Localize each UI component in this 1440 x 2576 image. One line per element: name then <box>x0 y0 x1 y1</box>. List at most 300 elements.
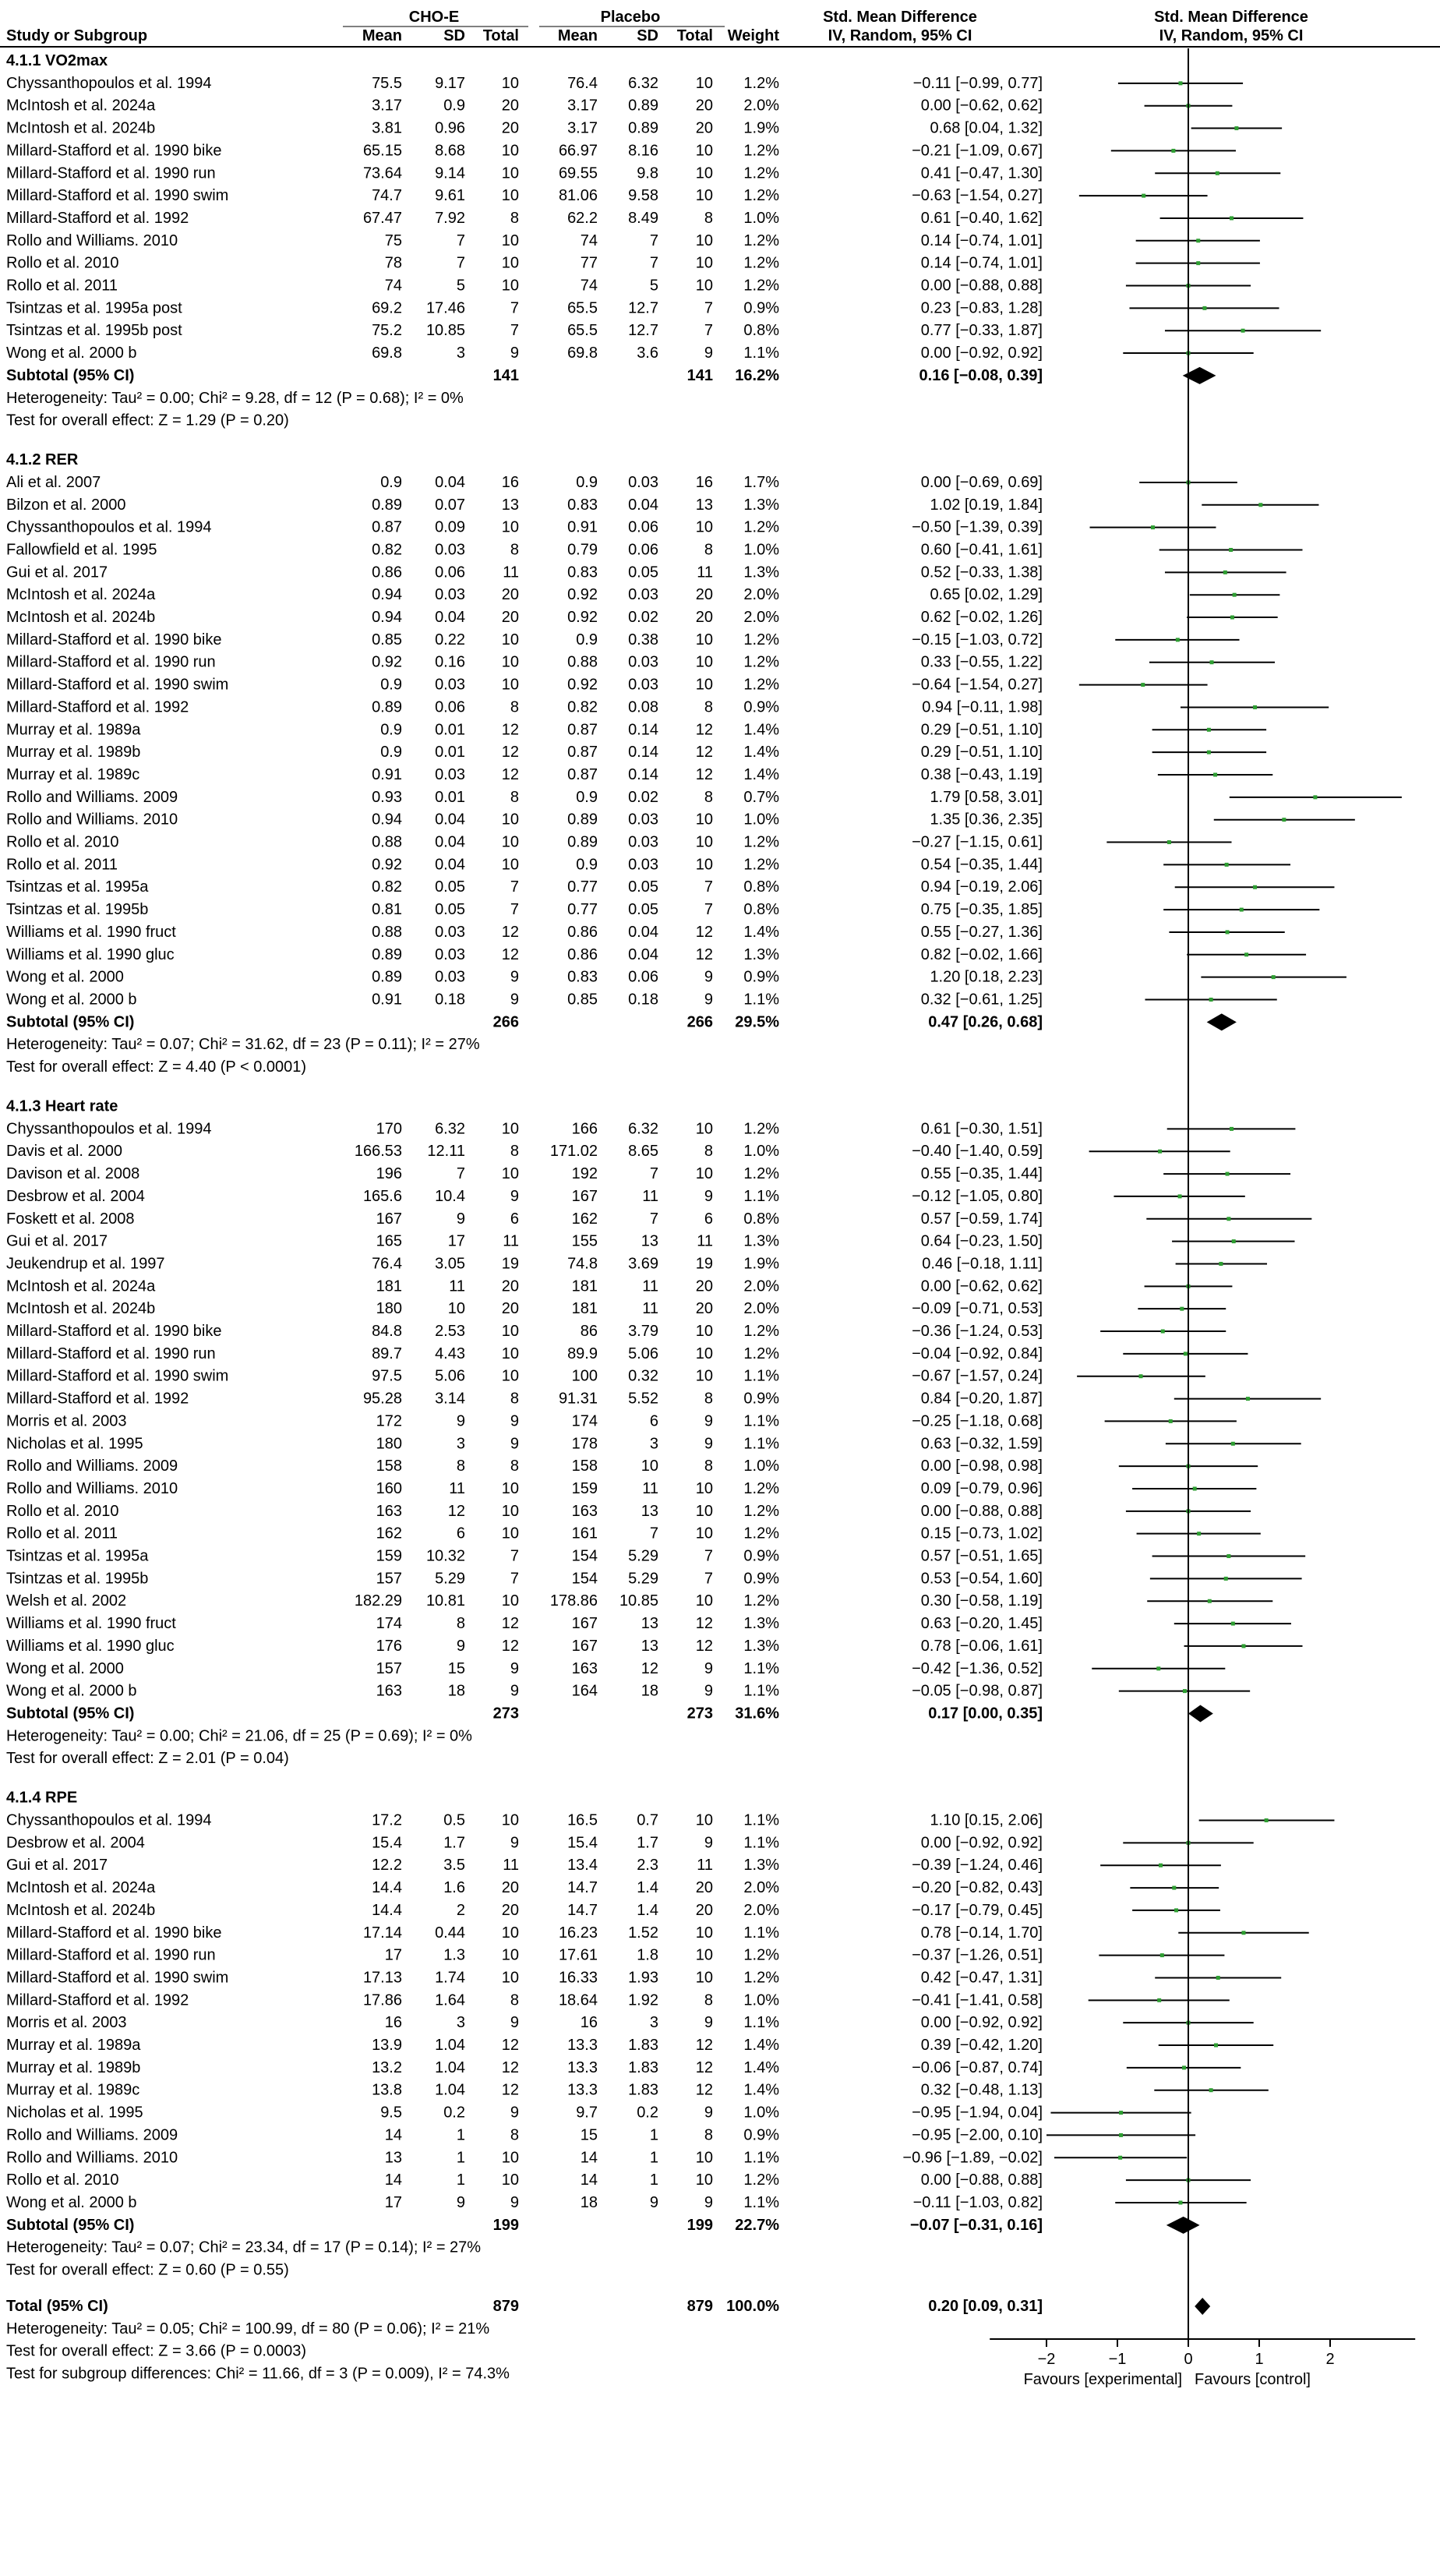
study-row <box>6 1435 1301 1452</box>
weight-value: 1.2% <box>743 856 779 874</box>
weight-value: 1.7% <box>743 473 779 491</box>
ci-value: 0.84 [−0.20, 1.87] <box>920 1390 1043 1408</box>
overall-effect-text: Test for overall effect: Z = 0.60 (P = 0.55) <box>6 2261 289 2279</box>
point-estimate <box>1178 2200 1182 2204</box>
total1-value: 9 <box>510 991 519 1009</box>
total1-value: 8 <box>510 1458 519 1475</box>
weight-value: 1.2% <box>743 2171 779 2189</box>
subtotal-label: Subtotal (95% CI) <box>6 2216 135 2234</box>
ci-value: 0.00 [−0.92, 0.92] <box>920 2014 1043 2032</box>
study-row <box>6 1368 1205 1385</box>
sd1-value: 0.04 <box>435 833 465 851</box>
study-name: Millard-Stafford et al. 1990 swim <box>6 1969 229 1987</box>
study-name: Rollo and Williams. 2010 <box>6 811 178 829</box>
total1-value: 8 <box>510 1390 519 1408</box>
weight-value: 2.0% <box>743 1879 779 1897</box>
mean2-value: 13.4 <box>567 1857 598 1875</box>
total2-value: 10 <box>695 1120 713 1138</box>
total2-value: 12 <box>695 945 713 963</box>
total2-value: 12 <box>695 2081 713 2099</box>
study-name: Millard-Stafford et al. 1992 <box>6 1390 189 1408</box>
ci-value: −0.09 [−0.71, 0.53] <box>912 1300 1043 1318</box>
ci-value: 0.39 [−0.42, 1.20] <box>920 2037 1043 2055</box>
sd2-value: 0.03 <box>628 653 658 671</box>
mean2-value: 167 <box>571 1615 598 1633</box>
mean2-value: 16.33 <box>558 1969 598 1987</box>
study-name: Rollo et al. 2010 <box>6 2171 119 2189</box>
point-estimate <box>1246 1397 1250 1401</box>
sd2-value: 5.29 <box>628 1570 658 1588</box>
total2-value: 20 <box>695 1901 713 1919</box>
ci-value: 0.78 [−0.14, 1.70] <box>920 1924 1043 1942</box>
sd2-value: 0.06 <box>628 518 658 536</box>
total2-value: 10 <box>695 631 713 648</box>
sd2-value: 11 <box>642 1479 658 1497</box>
total2-value: 9 <box>704 1435 713 1453</box>
ci-value: −0.50 [−1.39, 0.39] <box>912 518 1043 536</box>
study-row <box>6 1345 1248 1362</box>
study-row <box>6 1947 1224 1964</box>
point-estimate <box>1234 126 1238 130</box>
study-name: Millard-Stafford et al. 1992 <box>6 698 189 716</box>
mean1-value: 0.94 <box>372 586 402 604</box>
study-row <box>6 1210 1311 1228</box>
mean2-value: 17.61 <box>558 1946 598 1964</box>
weight-value: 1.4% <box>743 2081 779 2099</box>
mean2-value: 69.8 <box>567 345 598 362</box>
subtotal-ci: 0.47 [0.26, 0.68] <box>928 1013 1043 1031</box>
study-row <box>6 164 1280 182</box>
sd2-value: 1.52 <box>628 1924 658 1942</box>
mean1-value: 172 <box>376 1412 402 1430</box>
mean1-value: 0.89 <box>372 945 402 963</box>
total1-value: 10 <box>501 1479 519 1497</box>
plot-header-subtitle: IV, Random, 95% CI <box>1159 27 1304 44</box>
mean1-value: 14.4 <box>372 1901 402 1919</box>
point-estimate <box>1226 930 1230 934</box>
ci-value: 0.00 [−0.92, 0.92] <box>920 1834 1043 1852</box>
study-name: Tsintzas et al. 1995b <box>6 901 149 919</box>
total2-value: 7 <box>704 322 713 340</box>
total1-value: 10 <box>501 74 519 92</box>
point-estimate <box>1233 593 1237 597</box>
total1-value: 10 <box>501 1502 519 1520</box>
total1-value: 8 <box>510 1991 519 2009</box>
total2-value: 10 <box>695 2171 713 2189</box>
mean2-value: 0.79 <box>567 541 598 559</box>
mean1-value: 97.5 <box>372 1367 402 1385</box>
study-row <box>6 1458 1258 1475</box>
sd2-value: 0.02 <box>628 609 658 627</box>
mean1-value: 3.17 <box>372 97 402 115</box>
mean1-value: 17.86 <box>362 1991 402 2009</box>
ci-value: −0.17 [−0.79, 0.45] <box>912 1901 1043 1919</box>
total1-value: 10 <box>501 1345 519 1362</box>
study-name: Murray et al. 1989a <box>6 2037 141 2055</box>
sd1-value: 5.06 <box>435 1367 465 1385</box>
weight-value: 1.3% <box>743 1615 779 1633</box>
total2-value: 12 <box>695 765 713 783</box>
study-row <box>6 1300 1226 1317</box>
sd2-value: 0.08 <box>628 698 658 716</box>
subgroup-differences: Test for subgroup differences: Chi² = 11.66, df = 3 (P = 0.009), I² = 74.3% <box>6 2365 510 2383</box>
weight-value: 1.2% <box>743 1946 779 1964</box>
weight-value: 1.1% <box>743 1435 779 1453</box>
total2-value: 7 <box>704 878 713 896</box>
sd1-value: 10 <box>447 1300 465 1318</box>
sd1-value: 0.5 <box>443 1811 465 1829</box>
sd2-value: 7 <box>649 1525 658 1542</box>
total1-value: 10 <box>501 1120 519 1138</box>
total-label: Total (95% CI) <box>6 2298 108 2315</box>
mean1-value: 162 <box>376 1525 402 1542</box>
sd1-value: 7 <box>456 1165 465 1183</box>
ci-value: 0.63 [−0.20, 1.45] <box>920 1615 1043 1633</box>
ci-value: −0.95 [−2.00, 0.10] <box>912 2126 1043 2144</box>
mean1-value: 160 <box>376 1479 402 1497</box>
mean2-value: 0.91 <box>567 518 598 536</box>
sd2-value: 5.52 <box>628 1390 658 1408</box>
study-row <box>6 789 1402 806</box>
weight-value: 2.0% <box>743 586 779 604</box>
study-row <box>6 2171 1251 2189</box>
mean1-value: 0.89 <box>372 968 402 986</box>
ci-value: −0.12 [−1.05, 0.80] <box>912 1187 1043 1205</box>
ci-value: 0.00 [−0.92, 0.92] <box>920 345 1043 362</box>
point-estimate <box>1244 952 1248 956</box>
study-row <box>6 2014 1254 2031</box>
point-estimate <box>1226 1172 1230 1176</box>
study-row <box>6 946 1306 963</box>
total2-value: 7 <box>704 1570 713 1588</box>
total1-value: 12 <box>501 721 519 739</box>
mean2-value: 69.55 <box>558 164 598 182</box>
sd1-value: 15 <box>447 1659 465 1677</box>
sd2-value: 11 <box>642 1187 658 1205</box>
study-row <box>6 322 1321 339</box>
total2-value: 10 <box>695 1165 713 1183</box>
total1-value: 7 <box>510 299 519 317</box>
ci-value: 1.02 [0.19, 1.84] <box>930 496 1043 514</box>
total1-value: 7 <box>510 1547 519 1565</box>
study-row <box>6 721 1266 738</box>
subtotal-total1: 266 <box>492 1013 519 1031</box>
point-estimate <box>1230 616 1234 620</box>
weight-value: 1.2% <box>743 1120 779 1138</box>
mean2-value: 86 <box>580 1323 598 1341</box>
ci-value: 0.29 [−0.51, 1.10] <box>920 744 1043 761</box>
study-name: Wong et al. 2000 b <box>6 991 137 1009</box>
total1-value: 9 <box>510 2104 519 2122</box>
mean2-value: 0.77 <box>567 878 598 896</box>
total2-value: 9 <box>704 1187 713 1205</box>
mean2-value: 74.8 <box>567 1255 598 1273</box>
study-row <box>6 1638 1303 1655</box>
subtotal-label: Subtotal (95% CI) <box>6 1013 135 1031</box>
point-estimate <box>1253 705 1257 709</box>
weight-value: 1.3% <box>743 496 779 514</box>
sd2-value: 0.32 <box>628 1367 658 1385</box>
mean2-value: 0.86 <box>567 945 598 963</box>
weight-value: 1.0% <box>743 541 779 559</box>
point-estimate <box>1213 772 1217 776</box>
sd2-value: 0.14 <box>628 721 658 739</box>
mean1-value: 89.7 <box>372 1345 402 1362</box>
study-name: Welsh et al. 2002 <box>6 1592 127 1610</box>
ci-value: 0.38 [−0.43, 1.19] <box>920 765 1043 783</box>
total1-value: 10 <box>501 1924 519 1942</box>
mean1-value: 166.53 <box>354 1143 402 1161</box>
study-name: Rollo and Williams. 2009 <box>6 2126 178 2144</box>
point-estimate <box>1224 1577 1228 1581</box>
sd2-value: 7 <box>649 1210 658 1228</box>
total1-value: 8 <box>510 541 519 559</box>
sd1-value: 8 <box>456 1458 465 1475</box>
x-tick-label: −1 <box>1108 2351 1127 2368</box>
mean2-value: 174 <box>571 1412 598 1430</box>
study-row <box>6 210 1303 227</box>
total2-value: 10 <box>695 856 713 874</box>
total2-value: 20 <box>695 119 713 137</box>
total1-value: 7 <box>510 878 519 896</box>
sd2-value: 3.79 <box>628 1323 658 1341</box>
study-name: Rollo and Williams. 2009 <box>6 1458 178 1475</box>
table-header <box>0 9 1440 47</box>
sd1-value: 17.46 <box>425 299 465 317</box>
sd1-value: 1 <box>456 2126 465 2144</box>
total-ci: 0.20 [0.09, 0.31] <box>928 2298 1043 2315</box>
mean2-value: 0.86 <box>567 923 598 941</box>
study-name: Williams et al. 1990 gluc <box>6 945 175 963</box>
total2-value: 12 <box>695 744 713 761</box>
sd1-value: 0.03 <box>435 945 465 963</box>
study-name: Tsintzas et al. 1995a <box>6 1547 149 1565</box>
point-estimate <box>1313 795 1317 799</box>
weight-value: 1.0% <box>743 1991 779 2009</box>
mean1-value: 12.2 <box>372 1857 402 1875</box>
subtotal-ci: 0.16 [−0.08, 0.39] <box>919 366 1043 384</box>
overall-effect-text: Test for overall effect: Z = 2.01 (P = 0.04) <box>6 1750 289 1768</box>
total1-value: 10 <box>501 1323 519 1341</box>
total1-value: 9 <box>510 968 519 986</box>
sd1-value: 3.5 <box>443 1857 465 1875</box>
ci-value: 0.55 [−0.35, 1.44] <box>920 1165 1043 1183</box>
sd2-value: 0.03 <box>628 856 658 874</box>
ci-value: 0.14 [−0.74, 1.01] <box>920 231 1043 249</box>
total2-value: 8 <box>704 788 713 806</box>
study-name: McIntosh et al. 2024b <box>6 609 156 627</box>
sd1-value: 1.64 <box>435 1991 465 2009</box>
point-estimate <box>1119 2133 1123 2137</box>
total1-value: 20 <box>501 1277 519 1295</box>
mean1-value: 159 <box>376 1547 402 1565</box>
study-name: Williams et al. 1990 gluc <box>6 1637 175 1655</box>
sd2-value: 0.02 <box>628 788 658 806</box>
total1-value: 9 <box>510 2193 519 2211</box>
total2-value: 10 <box>695 1367 713 1385</box>
sd2-value: 7 <box>649 1165 658 1183</box>
total2-value: 8 <box>704 209 713 227</box>
subtotal-weight: 22.7% <box>735 2216 779 2234</box>
weight-value: 1.2% <box>743 1525 779 1542</box>
total1-value: 10 <box>501 142 519 160</box>
study-row <box>6 255 1260 272</box>
weight-value: 0.9% <box>743 2126 779 2144</box>
ci-value: 0.33 [−0.55, 1.22] <box>920 653 1043 671</box>
total2-value: 20 <box>695 1879 713 1897</box>
weight-value: 1.1% <box>743 1811 779 1829</box>
total2-value: 10 <box>695 74 713 92</box>
total2-value: 11 <box>697 1857 713 1875</box>
study-name: Desbrow et al. 2004 <box>6 1834 145 1852</box>
ci-value: 0.23 [−0.83, 1.28] <box>920 299 1043 317</box>
total1-value: 12 <box>501 765 519 783</box>
mean2-value: 62.2 <box>567 209 598 227</box>
point-estimate <box>1241 1931 1245 1935</box>
sd1-value: 0.09 <box>435 518 465 536</box>
study-name: Rollo et al. 2011 <box>6 856 118 874</box>
heterogeneity-text: Heterogeneity: Tau² = 0.07; Chi² = 23.34, df = 17 (P = 0.14); I² = 27% <box>6 2239 482 2256</box>
ci-value: −0.11 [−1.03, 0.82] <box>912 2193 1043 2211</box>
weight-value: 2.0% <box>743 1901 779 1919</box>
total2-value: 8 <box>704 1991 713 2009</box>
sd1-value: 1 <box>456 2171 465 2189</box>
subtotal-total1: 273 <box>492 1705 519 1723</box>
mean2-value: 14.7 <box>567 1901 598 1919</box>
sd1-value: 0.05 <box>435 878 465 896</box>
total1-value: 8 <box>510 788 519 806</box>
sd1-value: 9.17 <box>435 74 465 92</box>
point-estimate <box>1240 908 1244 912</box>
study-name: Williams et al. 1990 fruct <box>6 923 176 941</box>
weight-value: 0.9% <box>743 698 779 716</box>
ci-value: 0.61 [−0.40, 1.62] <box>920 209 1043 227</box>
study-row <box>6 1188 1245 1205</box>
total2-value: 16 <box>695 473 713 491</box>
sd1-value: 0.03 <box>435 676 465 694</box>
mean1-value: 0.92 <box>372 856 402 874</box>
point-estimate <box>1225 863 1229 867</box>
sd1-value: 1.3 <box>443 1946 465 1964</box>
study-name: Wong et al. 2000 b <box>6 345 137 362</box>
study-name: Chyssanthopoulos et al. 1994 <box>6 74 212 92</box>
point-estimate <box>1231 1622 1235 1626</box>
weight-value: 0.9% <box>743 1547 779 1565</box>
ci-value: 0.57 [−0.59, 1.74] <box>920 1210 1043 1228</box>
sd2-value: 1.7 <box>637 1834 658 1852</box>
point-estimate <box>1119 2111 1123 2115</box>
study-row <box>6 969 1346 986</box>
col-mean1: Mean <box>362 27 402 44</box>
study-row <box>6 1879 1219 1896</box>
mean1-value: 176 <box>376 1637 402 1655</box>
sd2-value: 1.93 <box>628 1969 658 1987</box>
mean2-value: 16.5 <box>567 1811 598 1829</box>
weight-value: 1.2% <box>743 518 779 536</box>
sd2-value: 1 <box>649 2171 658 2189</box>
total2-value: 10 <box>695 1924 713 1942</box>
mean2-value: 14.7 <box>567 1879 598 1897</box>
weight-value: 1.2% <box>743 1969 779 1987</box>
total2-value: 7 <box>704 901 713 919</box>
weight-value: 1.4% <box>743 744 779 761</box>
mean1-value: 65.15 <box>362 142 402 160</box>
subtotal-weight: 16.2% <box>735 366 779 384</box>
sd2-value: 6 <box>649 1412 658 1430</box>
total2-value: 9 <box>704 345 713 362</box>
total2-value: 9 <box>704 991 713 1009</box>
study-name: Millard-Stafford et al. 1990 bike <box>6 1924 222 1942</box>
total1-value: 10 <box>501 811 519 829</box>
weight-value: 1.3% <box>743 945 779 963</box>
study-row <box>6 2194 1247 2211</box>
sd1-value: 9 <box>456 1637 465 1655</box>
mean1-value: 67.47 <box>362 209 402 227</box>
study-name: Rollo et al. 2010 <box>6 254 119 272</box>
total1-value: 12 <box>501 744 519 761</box>
sd2-value: 2.3 <box>637 1857 658 1875</box>
ci-value: −0.96 [−1.89, −0.02] <box>902 2149 1043 2167</box>
weight-value: 1.2% <box>743 676 779 694</box>
mean2-value: 15 <box>580 2126 598 2144</box>
sd2-value: 9.8 <box>637 164 658 182</box>
study-name: Tsintzas et al. 1995a <box>6 878 149 896</box>
study-name: Rollo et al. 2011 <box>6 1525 118 1542</box>
study-row <box>6 1525 1261 1542</box>
sd1-value: 0.03 <box>435 765 465 783</box>
subgroup-title: 4.1.4 RPE <box>6 1789 78 1807</box>
sd1-value: 0.16 <box>435 653 465 671</box>
study-row <box>6 991 1277 1008</box>
sd2-value: 0.05 <box>628 564 658 581</box>
mean2-value: 178.86 <box>549 1592 598 1610</box>
study-name: Bilzon et al. 2000 <box>6 496 126 514</box>
weight-value: 1.3% <box>743 1637 779 1655</box>
mean1-value: 14 <box>384 2126 402 2144</box>
smd-header-title: Std. Mean Difference <box>823 9 977 26</box>
weight-value: 1.2% <box>743 231 779 249</box>
favours-left: Favours [experimental] <box>1023 2371 1182 2388</box>
mean1-value: 180 <box>376 1300 402 1318</box>
sd1-value: 2 <box>456 1901 465 1919</box>
study-name: Millard-Stafford et al. 1992 <box>6 1991 189 2009</box>
total2-value: 10 <box>695 142 713 160</box>
subtotal-ci: −0.07 [−0.31, 0.16] <box>909 2216 1043 2234</box>
mean1-value: 163 <box>376 1682 402 1700</box>
point-estimate <box>1208 1599 1212 1603</box>
sd2-value: 6.32 <box>628 74 658 92</box>
total1-value: 11 <box>503 1232 519 1250</box>
mean1-value: 69.8 <box>372 345 402 362</box>
total1-value: 10 <box>501 1165 519 1183</box>
total2-value: 9 <box>704 2193 713 2211</box>
weight-value: 1.1% <box>743 1924 779 1942</box>
study-row <box>6 1165 1290 1182</box>
total1-value: 10 <box>501 1592 519 1610</box>
study-row <box>6 1683 1250 1700</box>
point-estimate <box>1272 975 1276 979</box>
study-name: Rollo et al. 2010 <box>6 833 119 851</box>
ci-value: −0.27 [−1.15, 0.61] <box>912 833 1043 851</box>
subtotal-total1: 199 <box>492 2216 519 2234</box>
mean1-value: 84.8 <box>372 1323 402 1341</box>
total1-value: 10 <box>501 1969 519 1987</box>
subtotal-ci: 0.17 [0.00, 0.35] <box>928 1705 1043 1723</box>
mean2-value: 100 <box>571 1367 598 1385</box>
sd2-value: 1.8 <box>637 1946 658 1964</box>
total1-value: 10 <box>501 164 519 182</box>
mean1-value: 174 <box>376 1615 402 1633</box>
